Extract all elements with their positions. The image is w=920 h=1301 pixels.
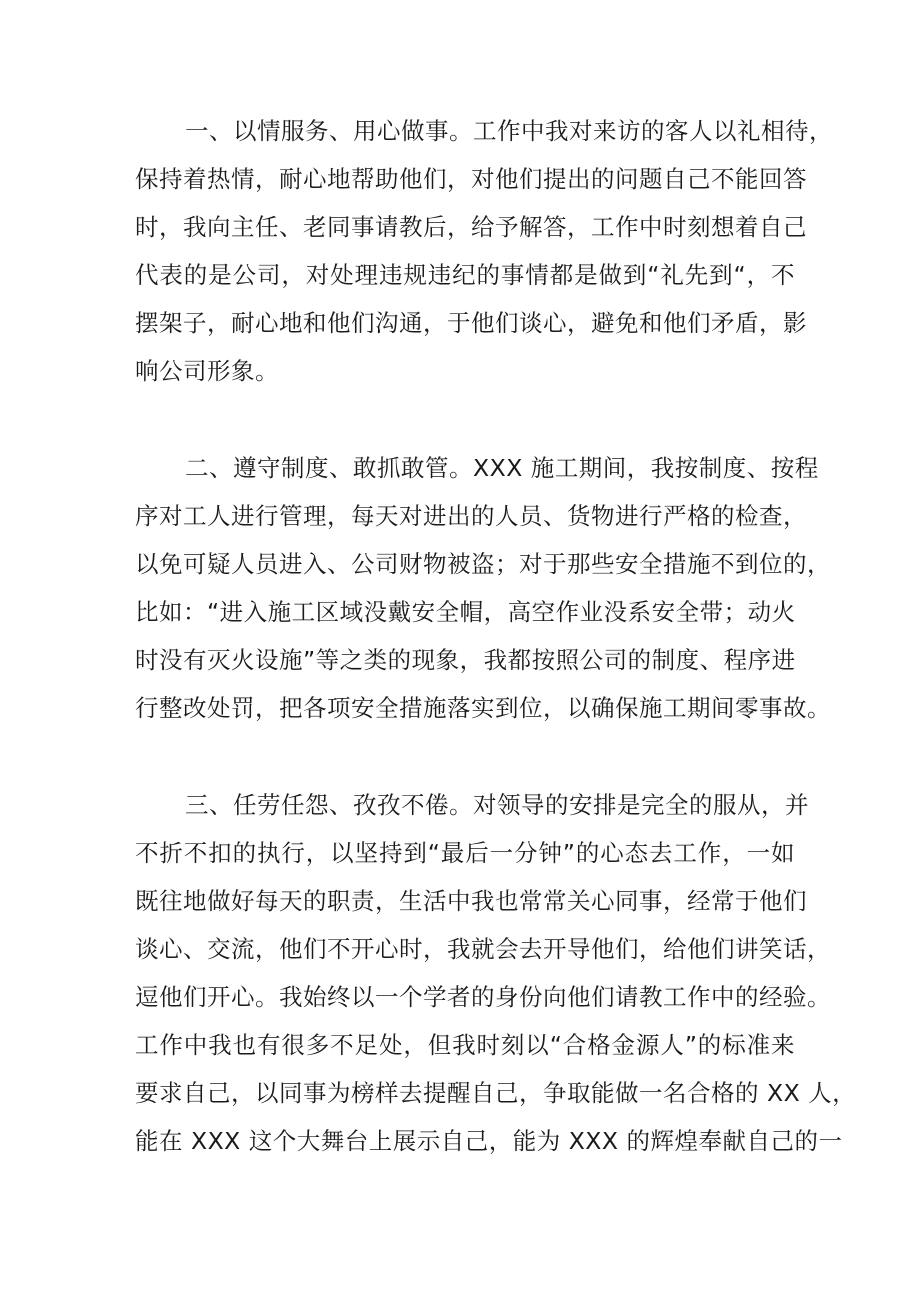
text-line: 以免可疑人员进入、公司财物被盗；对于那些安全措施不到位的， xyxy=(135,550,831,578)
text-line: 既往地做好每天的职责，生活中我也常常关心同事，经常于他们 xyxy=(135,887,807,915)
text-line: 时，我向主任、老同事请教后，给予解答，工作中时刻想着自己 xyxy=(135,213,807,241)
text-line: 响公司形象。 xyxy=(135,357,279,385)
text-line: 时没有灭火设施”等之类的现象，我都按照公司的制度、程序进 xyxy=(135,646,796,674)
text-line: 保持着热情，耐心地帮助他们，对他们提出的问题自己不能回答 xyxy=(135,165,807,193)
text-line: 摆架子，耐心地和他们沟通，于他们谈心，避免和他们矛盾，影 xyxy=(135,309,807,337)
text-line: 不折不扣的执行，以坚持到“最后一分钟”的心态去工作，一如 xyxy=(135,839,795,867)
text-line: 谈心、交流，他们不开心时，我就会去开导他们，给他们讲笑话， xyxy=(135,935,831,963)
text-line: 三、任劳任怨、孜孜不倦。对领导的安排是完全的服从，并 xyxy=(185,791,809,819)
text-line: 比如：“进入施工区域没戴安全帽，高空作业没系安全带；动火 xyxy=(135,598,796,626)
text-line: 序对工人进行管理，每天对进出的人员、货物进行严格的检查， xyxy=(135,502,807,530)
text-line: 二、遵守制度、敢抓敢管。XXX 施工期间，我按制度、按程 xyxy=(185,454,819,482)
text-line: 行整改处罚，把各项安全措施落实到位，以确保施工期间零事故。 xyxy=(135,694,831,722)
text-line: 要求自己，以同事为榜样去提醒自己，争取能做一名合格的 XX 人， xyxy=(135,1079,857,1107)
text-line: 一、以情服务、用心做事。工作中我对来访的客人以礼相待， xyxy=(185,117,833,145)
text-line: 代表的是公司，对处理违规违纪的事情都是做到“礼先到“，不 xyxy=(135,261,795,289)
text-line: 能在 XXX 这个大舞台上展示自己，能为 XXX 的辉煌奉献自己的一 xyxy=(135,1127,843,1155)
text-line: 逗他们开心。我始终以一个学者的身份向他们请教工作中的经验。 xyxy=(135,983,831,1011)
text-line: 工作中我也有很多不足处，但我时刻以“合格金源人”的标准来 xyxy=(135,1031,795,1059)
